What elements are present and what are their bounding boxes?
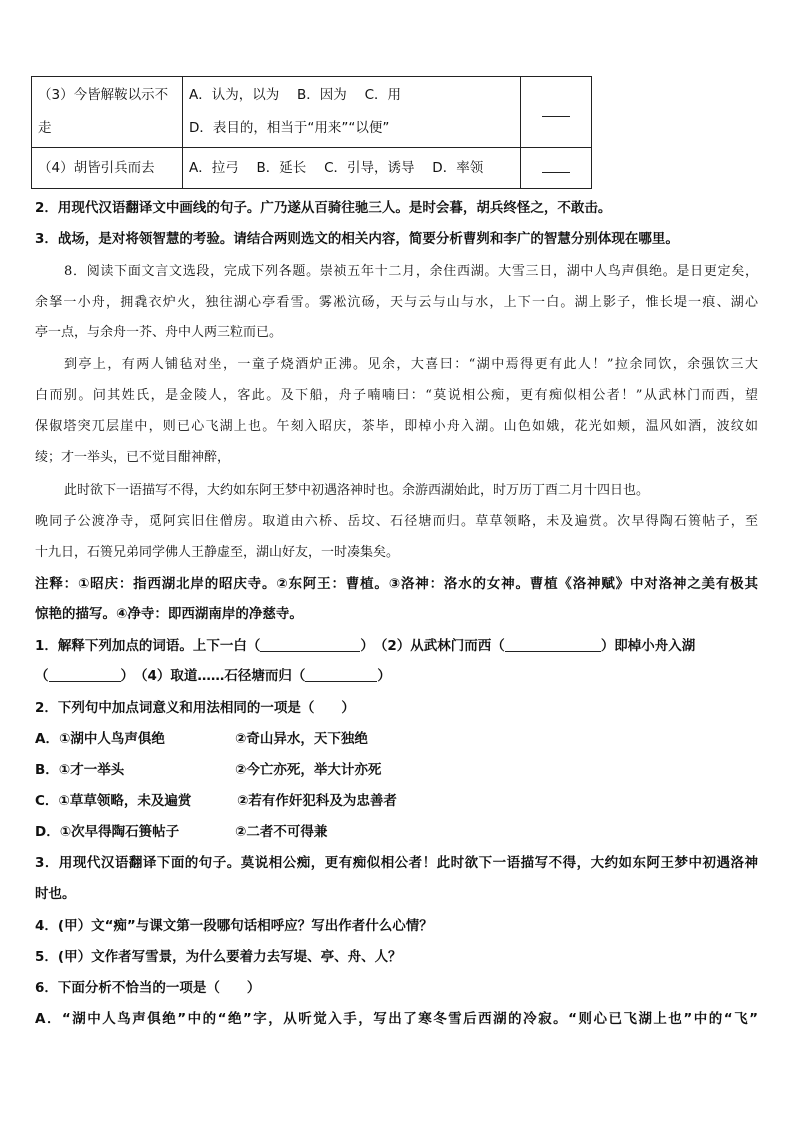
passage-line: 余拏一小舟，拥毳衣炉火，独往湖心亭看雪。雾凇沆砀，天与云与山与水，上下一白。湖上影子，惟长堤一痕、湖心 — [35, 295, 758, 310]
options-text: A．认为，以为 B．因为 C．用 — [189, 87, 402, 103]
answer-blank[interactable] — [260, 637, 360, 652]
passage-line: 亭一点，与余舟一芥、舟中人两三粒而已。 — [35, 325, 283, 340]
question-text: 走 — [38, 120, 52, 136]
answer-blank[interactable] — [542, 160, 570, 173]
subquestion-text: ） （2）从武林门而西（ — [360, 638, 505, 654]
answer-blank[interactable] — [305, 667, 377, 682]
subquestion-text: （ — [35, 668, 49, 684]
table-row — [32, 77, 592, 148]
passage-line: 保俶塔突兀层崖中，则已心飞湖上也。午刻入昭庆，茶毕，即棹小舟入湖。山色如娥，花光如颊，温风如酒，波纹如 — [35, 419, 758, 434]
subquestion-3: 3．用现代汉语翻译下面的句子。莫说相公痴，更有痴似相公者！此时欲下一语描写不得，大约如东阿王梦中初遇洛神 — [35, 855, 758, 871]
option-text: C．①草草领略，未及遍赏 — [35, 793, 192, 809]
passage-line: 绫；才一举头，已不觉目酣神醉， — [35, 450, 231, 465]
option-text: B．①才一举头 — [35, 762, 125, 778]
notes-line: 注释：①昭庆：指西湖北岸的昭庆寺。②东阿王：曹植。③洛神：洛水的女神。曹植《洛神赋》中对洛神之美有极其 — [35, 576, 758, 592]
option-a[interactable]: A．“湖中人鸟声俱绝”中的“绝”字，从听觉入手，写出了寒冬雪后西湖的冷寂。“则心已飞湖上也”中的“飞” — [35, 1011, 758, 1027]
subquestion-6: 6．下面分析不恰当的一项是（ ） — [35, 980, 261, 996]
notes-line: 惊艳的描写。④净寺：即西湖南岸的净慈寺。 — [35, 606, 303, 622]
answer-cell[interactable] — [521, 77, 592, 148]
option-d[interactable] — [35, 822, 758, 842]
passage-line: 到亭上，有两人铺毡对坐，一童子烧酒炉正沸。见余，大喜曰：“湖中焉得更有此人！”拉余同饮，余强饮三大 — [64, 357, 758, 372]
passage-line: 此时欲下一语描写不得，大约如东阿王梦中初遇洛神时也。余游西湖始此，时万历丁酉二月十四日也。 — [64, 483, 650, 498]
option-text: A．①湖中人鸟声俱绝 — [35, 731, 165, 747]
options-text: A．拉弓 B．延长 C．引导，诱导 D．率领 — [189, 159, 484, 176]
subquestion-3-cont: 时也。 — [35, 886, 76, 902]
passage-line: 8．阅读下面文言文选段，完成下列各题。崇祯五年十二月，余住西湖。大雪三日，湖中人鸟声俱绝。是日更定矣， — [64, 264, 758, 279]
answer-cell[interactable] — [521, 148, 592, 189]
subquestion-text: ）即棹小舟入湖 — [600, 638, 696, 654]
subquestion-text: ） — [377, 668, 391, 684]
passage-line: 晚同子公渡净寺，觅阿宾旧住僧房。取道由六桥、岳坟、石径塘而归。草草领略，未及遍赏。次早得陶石篑帖子，至 — [35, 514, 758, 529]
options-cell — [183, 77, 521, 148]
answer-blank[interactable] — [505, 637, 601, 652]
option-text: ②奇山异水，天下独绝 — [235, 731, 368, 747]
option-a[interactable] — [35, 729, 758, 749]
answer-blank[interactable] — [542, 104, 570, 117]
options-text: D．表目的，相当于“用来”“以便” — [189, 120, 390, 136]
table-row — [32, 148, 592, 189]
option-b[interactable] — [35, 760, 758, 780]
question-cell — [32, 148, 183, 189]
subquestion-text: ） （4）取道……石径塘而归（ — [120, 668, 306, 684]
subquestion-1-cont — [35, 666, 758, 686]
option-text: ②若有作奸犯科及为忠善者 — [237, 793, 397, 809]
question-text: （3）今皆解鞍以示不 — [38, 87, 169, 103]
subquestion-4: 4．(甲）文“痴”与课文第一段哪句话相呼应？写出作者什么心情？ — [35, 918, 433, 934]
subquestion-5: 5．(甲）文作者写雪景，为什么要着力去写堤、亭、舟、人？ — [35, 949, 402, 965]
question-2: 2．用现代汉语翻译文中画线的句子。广乃遂从百骑往驰三人。是时会暮，胡兵终怪之，不敢击。 — [35, 200, 612, 216]
passage-line: 白而别。问其姓氏，是金陵人，客此。及下船，舟子喃喃曰：“莫说相公痴，更有痴似相公者！”从武林门而西，望 — [35, 388, 758, 403]
subquestion-1 — [35, 636, 758, 656]
subquestion-2: 2．下列句中加点词意义和用法相同的一项是（ ） — [35, 700, 355, 716]
option-text: ②今亡亦死，举大计亦死 — [235, 762, 382, 778]
passage-line: 十九日，石篑兄弟同学佛人王静虚至，湖山好友，一时凑集矣。 — [35, 545, 400, 560]
subquestion-text: 1．解释下列加点的词语。上下一白（ — [35, 638, 261, 654]
option-text: D．①次早得陶石篑帖子 — [35, 824, 180, 840]
option-c[interactable] — [35, 791, 758, 811]
question-text: （4）胡皆引兵而去 — [38, 159, 155, 176]
option-text: ②二者不可得兼 — [235, 824, 328, 840]
question-3: 3．战场，是对将领智慧的考验。请结合两则选文的相关内容，简要分析曹刿和李广的智慧分别体现在哪里。 — [35, 231, 679, 247]
question-cell — [32, 77, 183, 148]
options-cell — [183, 148, 521, 189]
answer-blank[interactable] — [49, 667, 121, 682]
answer-table — [31, 76, 592, 189]
